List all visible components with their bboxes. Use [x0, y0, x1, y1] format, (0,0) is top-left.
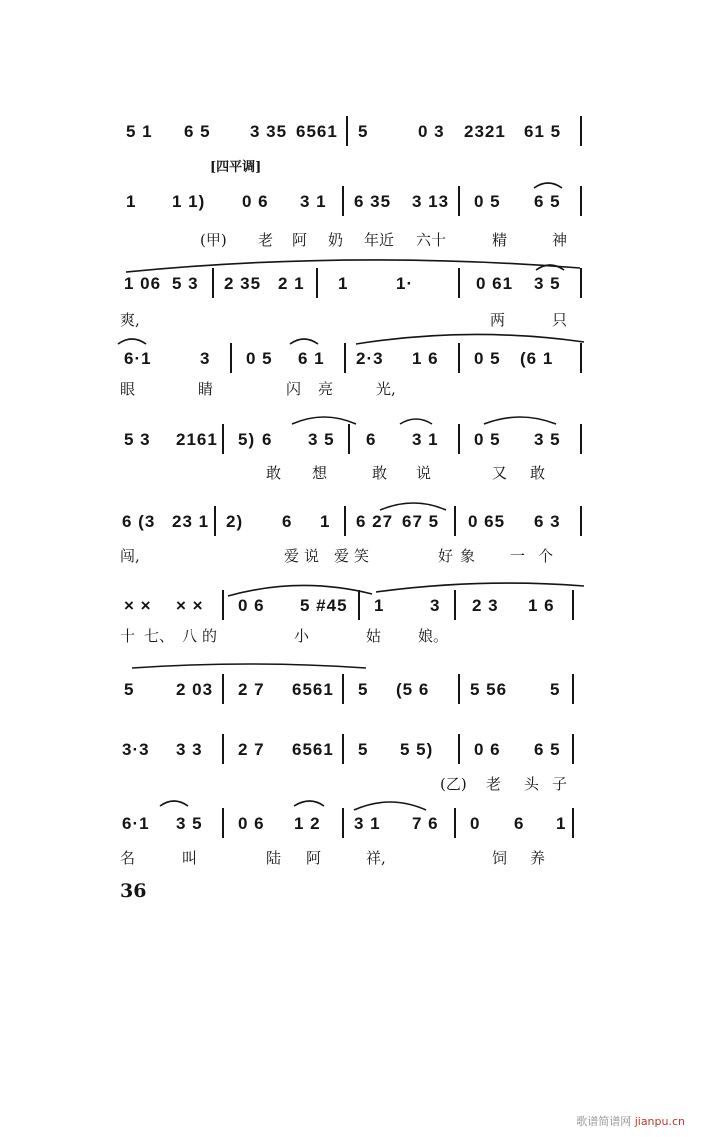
- note-group: 5 3: [124, 430, 151, 449]
- note-group: × ×: [176, 596, 204, 615]
- note-group: 6 27: [356, 512, 394, 531]
- lyric: 闪: [286, 380, 302, 398]
- note-group: 2): [226, 512, 244, 531]
- lyric: (甲): [200, 231, 227, 249]
- lyric: 奶: [328, 231, 344, 249]
- note-group: 3 35: [250, 122, 288, 141]
- lyric: 敢: [530, 464, 546, 482]
- note-group: 0 5: [246, 349, 273, 368]
- note-group: 0 6: [238, 596, 265, 615]
- watermark-site: 歌谱简谱网: [576, 1115, 632, 1128]
- lyric: 爱: [284, 547, 300, 565]
- note-group: 5: [124, 680, 135, 699]
- note-group: 3 5: [534, 274, 561, 293]
- lyric: 年近: [364, 231, 395, 249]
- note-group: 1 1): [172, 192, 206, 211]
- lyric: 名: [120, 849, 136, 867]
- note-group: 2 03: [176, 680, 214, 699]
- note-group: 6 3: [534, 512, 561, 531]
- lyric: 十: [120, 627, 136, 645]
- note-group: 5: [550, 680, 561, 699]
- lyric: 笑: [354, 547, 370, 565]
- page-number: 36: [120, 880, 147, 902]
- note-group: 23 1: [172, 512, 210, 531]
- note-group: 1: [126, 192, 137, 211]
- note-group: 3 13: [412, 192, 450, 211]
- lyric: 精: [492, 231, 508, 249]
- note-group: 5 3: [172, 274, 199, 293]
- note-group: 0 5: [474, 430, 501, 449]
- note-group: 2 35: [224, 274, 262, 293]
- note-group: 6·1: [122, 814, 150, 833]
- note-group: 0 61: [476, 274, 514, 293]
- lyric: 老: [258, 231, 274, 249]
- lyric: 姑: [366, 627, 382, 645]
- note-group: 2161: [176, 430, 218, 449]
- note-group: 1: [374, 596, 385, 615]
- note-group: 1: [556, 814, 567, 833]
- lyric: 陆: [266, 849, 282, 867]
- lyric: 敢: [372, 464, 388, 482]
- note-group: 3 1: [412, 430, 439, 449]
- note-group: 3 3: [176, 740, 203, 759]
- lyric: 小: [294, 627, 310, 645]
- lyric: 闯,: [120, 547, 140, 565]
- note-group: 1 6: [412, 349, 439, 368]
- note-group: 6: [366, 430, 377, 449]
- lyric: 光,: [376, 380, 396, 398]
- note-group: 5: [358, 680, 369, 699]
- lyric: 六十: [416, 231, 447, 249]
- lyric: 爽,: [120, 311, 140, 329]
- lyric: 爱: [334, 547, 350, 565]
- note-group: 5: [358, 122, 369, 141]
- note-group: 3: [430, 596, 441, 615]
- note-group: 5 5): [400, 740, 434, 759]
- lyric: 敢: [266, 464, 282, 482]
- note-group: 0 6: [474, 740, 501, 759]
- note-group: 6: [262, 430, 273, 449]
- lyric: 七、: [144, 627, 175, 645]
- lyric: 个: [538, 547, 554, 565]
- note-group: 0 65: [468, 512, 506, 531]
- lyric: 头: [524, 775, 540, 793]
- note-group: 1: [338, 274, 349, 293]
- note-group: 0 6: [242, 192, 269, 211]
- note-group: 0 3: [418, 122, 445, 141]
- lyric: 子: [552, 775, 568, 793]
- note-group: 3 5: [176, 814, 203, 833]
- note-group: 7 6: [412, 814, 439, 833]
- watermark: [576, 1113, 685, 1129]
- note-group: 1·: [396, 274, 414, 293]
- note-group: 67 5: [402, 512, 440, 531]
- note-group: 2·3: [356, 349, 384, 368]
- lyric: 睛: [198, 380, 214, 398]
- note-group: 3·3: [122, 740, 150, 759]
- note-group: 0 5: [474, 192, 501, 211]
- lyric: 阿: [306, 849, 322, 867]
- note-group: 5 1: [126, 122, 153, 141]
- watermark-domain: jianpu.cn: [634, 1115, 685, 1128]
- note-group: 2 3: [472, 596, 499, 615]
- note-group: 1 06: [124, 274, 162, 293]
- lyric: 好: [438, 547, 454, 565]
- note-group: 2321: [464, 122, 506, 141]
- note-group: 0 6: [238, 814, 265, 833]
- lyric: 又: [492, 464, 508, 482]
- note-group: 2 1: [278, 274, 305, 293]
- note-group: 6 35: [354, 192, 392, 211]
- lyric: 叫: [182, 849, 198, 867]
- note-group: 1 2: [294, 814, 321, 833]
- lyric: 饲: [492, 849, 508, 867]
- lyric: 阿: [292, 231, 308, 249]
- note-group: 2 7: [238, 680, 265, 699]
- note-group: 6561: [296, 122, 338, 141]
- note-group: 6 1: [298, 349, 325, 368]
- lyric: 养: [530, 849, 546, 867]
- note-group: 3: [200, 349, 211, 368]
- note-group: × ×: [124, 596, 152, 615]
- lyric: 眼: [120, 380, 136, 398]
- note-group: 3 1: [300, 192, 327, 211]
- note-group: 3 5: [534, 430, 561, 449]
- note-group: 2 7: [238, 740, 265, 759]
- note-group: (5 6: [396, 680, 430, 699]
- lyric: 说: [304, 547, 320, 565]
- lyric: 神: [552, 231, 568, 249]
- lyric: 只: [552, 311, 568, 329]
- lyric: 的: [202, 627, 218, 645]
- lyric: 两: [490, 311, 506, 329]
- note-group: 0 5: [474, 349, 501, 368]
- mode-tag: [四平调]: [210, 160, 262, 175]
- lyric: (乙): [440, 775, 467, 793]
- lyric: 想: [312, 464, 328, 482]
- lyric: 老: [486, 775, 502, 793]
- note-group: 5): [238, 430, 256, 449]
- note-group: 6 (3: [122, 512, 156, 531]
- note-group: (6 1: [520, 349, 554, 368]
- note-group: 6561: [292, 680, 334, 699]
- note-group: 3 1: [354, 814, 381, 833]
- note-group: 6 5: [534, 192, 561, 211]
- lyric: 说: [416, 464, 432, 482]
- note-group: 6 5: [184, 122, 211, 141]
- note-group: 1: [320, 512, 331, 531]
- note-group: 6: [514, 814, 525, 833]
- note-group: 6·1: [124, 349, 152, 368]
- lyric: 象: [460, 547, 476, 565]
- lyric: 亮: [318, 380, 334, 398]
- note-group: 5 56: [470, 680, 508, 699]
- note-group: 5: [358, 740, 369, 759]
- note-group: 6 5: [534, 740, 561, 759]
- note-group: 6: [282, 512, 293, 531]
- note-group: 3 5: [308, 430, 335, 449]
- lyric: 娘。: [418, 627, 449, 645]
- note-group: 5 #45: [300, 596, 348, 615]
- note-group: 1 6: [528, 596, 555, 615]
- note-group: 6561: [292, 740, 334, 759]
- note-group: 0: [470, 814, 481, 833]
- lyric: 一: [510, 547, 526, 565]
- note-group: 61 5: [524, 122, 562, 141]
- lyric: 祥,: [366, 849, 386, 867]
- lyric: 八: [182, 627, 198, 645]
